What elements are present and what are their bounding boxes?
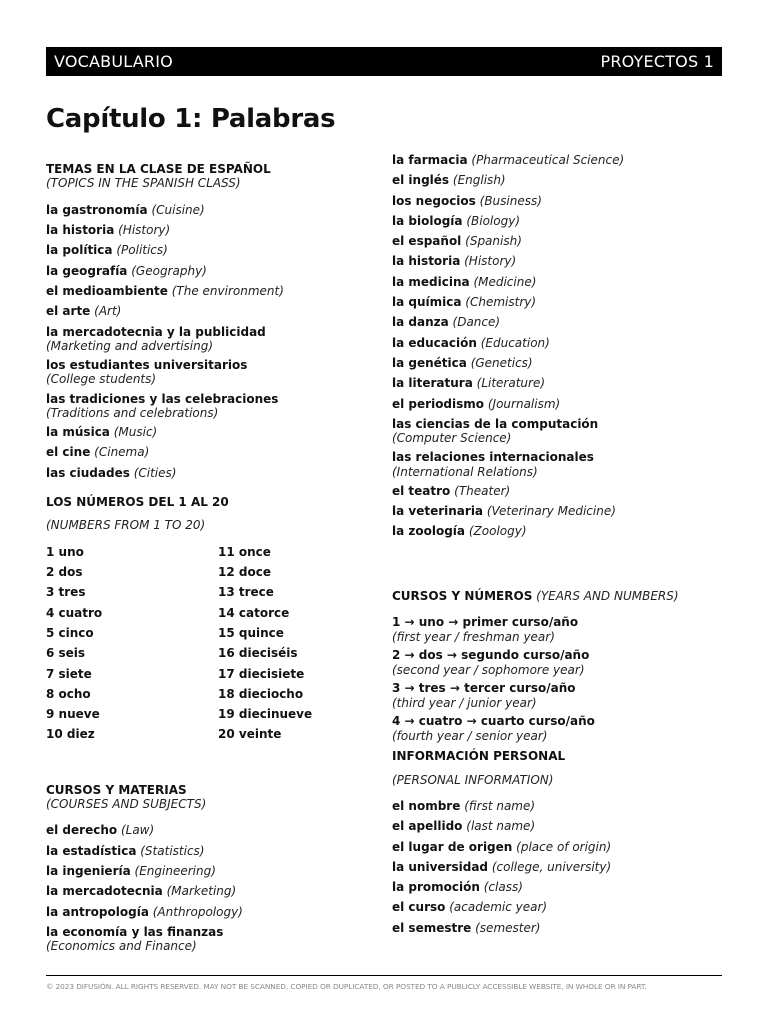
number-item: 17 diecisiete xyxy=(218,666,305,681)
temas-heading: TEMAS EN LA CLASE DE ESPAÑOL xyxy=(46,162,271,176)
cursos-numeros-heading: CURSOS Y NÚMEROS xyxy=(392,588,533,603)
list-item: la geografía (Geography) xyxy=(46,263,207,278)
cursos-materias-subheading: (COURSES AND SUBJECTS) xyxy=(46,797,207,812)
list-item: la política (Politics) xyxy=(46,243,168,258)
number-item: 4 cuatro xyxy=(46,605,103,620)
list-item: 4 → cuatro → cuarto curso/año (fourth year / senior year) xyxy=(392,714,595,743)
list-item: el lugar de origen (place of origin) xyxy=(392,839,612,854)
list-item: la promoción (class) xyxy=(392,880,523,895)
list-item: el español (Spanish) xyxy=(392,234,522,249)
list-item: el semestre (semester) xyxy=(392,920,541,935)
list-item: los estudiantes universitarios (College students) xyxy=(46,358,248,387)
list-item: la medicina (Medicine) xyxy=(392,274,537,289)
list-item: la farmacia (Pharmaceutical Science) xyxy=(392,153,625,167)
numeros-subheading: (NUMBERS FROM 1 TO 20) xyxy=(46,518,206,533)
list-item: el arte (Art) xyxy=(46,304,122,319)
list-item: 1 → uno → primer curso/año (first year / freshman year) xyxy=(392,615,579,644)
list-item: la literatura (Literature) xyxy=(392,376,546,391)
list-item: la historia (History) xyxy=(46,223,171,238)
temas-list xyxy=(46,203,376,486)
list-item: la música (Music) xyxy=(46,425,158,440)
list-item: la genética (Genetics) xyxy=(392,355,533,370)
list-item: la economía y las finanzas (Economics and Finance) xyxy=(46,924,224,954)
list-item: las ciencias de la computación (Computer Science) xyxy=(392,416,599,446)
list-item: la antropología (Anthropology) xyxy=(46,904,243,919)
list-item: la educación (Education) xyxy=(392,335,550,350)
header-bar xyxy=(46,47,722,76)
page-title: Capítulo 1: Palabras xyxy=(46,104,336,134)
cursos-numeros-list xyxy=(392,615,732,747)
temas-subheading: (TOPICS IN THE SPANISH CLASS) xyxy=(46,176,241,191)
list-item: la biología (Biology) xyxy=(392,213,520,228)
list-item: el nombre (first name) xyxy=(392,798,536,813)
number-item: 13 trece xyxy=(218,585,274,600)
cursos-numeros-heading-row xyxy=(392,589,732,603)
number-item: 7 siete xyxy=(46,666,92,681)
number-item: 1 uno xyxy=(46,544,84,559)
list-item: la gastronomía (Cuisine) xyxy=(46,202,205,217)
informacion-list xyxy=(392,799,732,941)
footer-divider xyxy=(46,975,722,976)
list-item: el inglés (English) xyxy=(392,173,506,188)
number-item: 11 once xyxy=(218,544,271,559)
list-item: la mercadotecnia (Marketing) xyxy=(46,884,237,899)
left-column xyxy=(46,162,376,958)
list-item: la danza (Dance) xyxy=(392,315,501,330)
number-item: 16 dieciséis xyxy=(218,646,298,661)
list-item: la zoología (Zoology) xyxy=(392,524,527,539)
informacion-heading: INFORMACIÓN PERSONAL xyxy=(392,749,566,764)
cursos-materias-list xyxy=(46,823,376,958)
list-item: el periodismo (Journalism) xyxy=(392,396,561,411)
number-item: 5 cinco xyxy=(46,625,94,640)
number-item: 9 nueve xyxy=(46,707,100,722)
list-item: el medioambiente (The environment) xyxy=(46,283,284,298)
numeros-grid xyxy=(46,545,376,748)
number-item: 18 dieciocho xyxy=(218,686,304,701)
list-item: el derecho (Law) xyxy=(46,823,155,838)
list-item: el apellido (last name) xyxy=(392,819,536,834)
list-item: las relaciones internacionales (International Relations) xyxy=(392,450,594,479)
cursos-numeros-subheading: (YEARS AND NUMBERS) xyxy=(536,588,679,603)
cursos-materias-heading: CURSOS Y MATERIAS xyxy=(46,782,187,797)
list-item: 3 → tres → tercer curso/año (third year / junior year) xyxy=(392,681,576,710)
right-column xyxy=(392,153,732,941)
number-item: 2 dos xyxy=(46,565,83,580)
number-item: 6 seis xyxy=(46,646,86,661)
list-item: las tradiciones y las celebraciones (Traditions and celebrations) xyxy=(46,391,279,420)
header-left: VOCABULARIO xyxy=(54,52,173,71)
footer-copyright: © 2023 DIFUSIÓN. ALL RIGHTS RESERVED. MAY NOT BE SCANNED, COPIED OR DUPLICATED, OR POSTED TO A PUBLICLY ACCESSIBLE WEBSITE, IN WHOLE OR IN PART. xyxy=(46,982,647,991)
list-item: la química (Chemistry) xyxy=(392,295,537,310)
numeros-heading: LOS NÚMEROS DEL 1 AL 20 xyxy=(46,494,229,509)
list-item: la mercadotecnia y la publicidad (Marketing and advertising) xyxy=(46,324,266,353)
list-item: los negocios (Business) xyxy=(392,193,542,208)
list-item: las ciudades (Cities) xyxy=(46,465,177,480)
number-item: 8 ocho xyxy=(46,686,91,701)
number-item: 14 catorce xyxy=(218,605,290,620)
cursos-materias-list-continued xyxy=(392,153,732,545)
informacion-subheading: (PERSONAL INFORMATION) xyxy=(392,772,554,787)
number-item: 12 doce xyxy=(218,565,271,580)
number-item: 20 veinte xyxy=(218,727,282,742)
number-item: 10 diez xyxy=(46,727,95,742)
list-item: la veterinaria (Veterinary Medicine) xyxy=(392,504,616,519)
number-item: 3 tres xyxy=(46,585,86,600)
list-item: el cine (Cinema) xyxy=(46,445,150,460)
header-right: PROYECTOS 1 xyxy=(600,52,714,71)
list-item: la universidad (college, university) xyxy=(392,859,612,874)
list-item: el curso (academic year) xyxy=(392,900,548,915)
number-item: 15 quince xyxy=(218,625,284,640)
list-item: la ingeniería (Engineering) xyxy=(46,864,216,879)
list-item: la estadística (Statistics) xyxy=(46,843,205,858)
number-item: 19 diecinueve xyxy=(218,707,313,722)
list-item: la historia (History) xyxy=(392,254,517,269)
list-item: el teatro (Theater) xyxy=(392,483,511,498)
list-item: 2 → dos → segundo curso/año (second year / sophomore year) xyxy=(392,648,590,677)
